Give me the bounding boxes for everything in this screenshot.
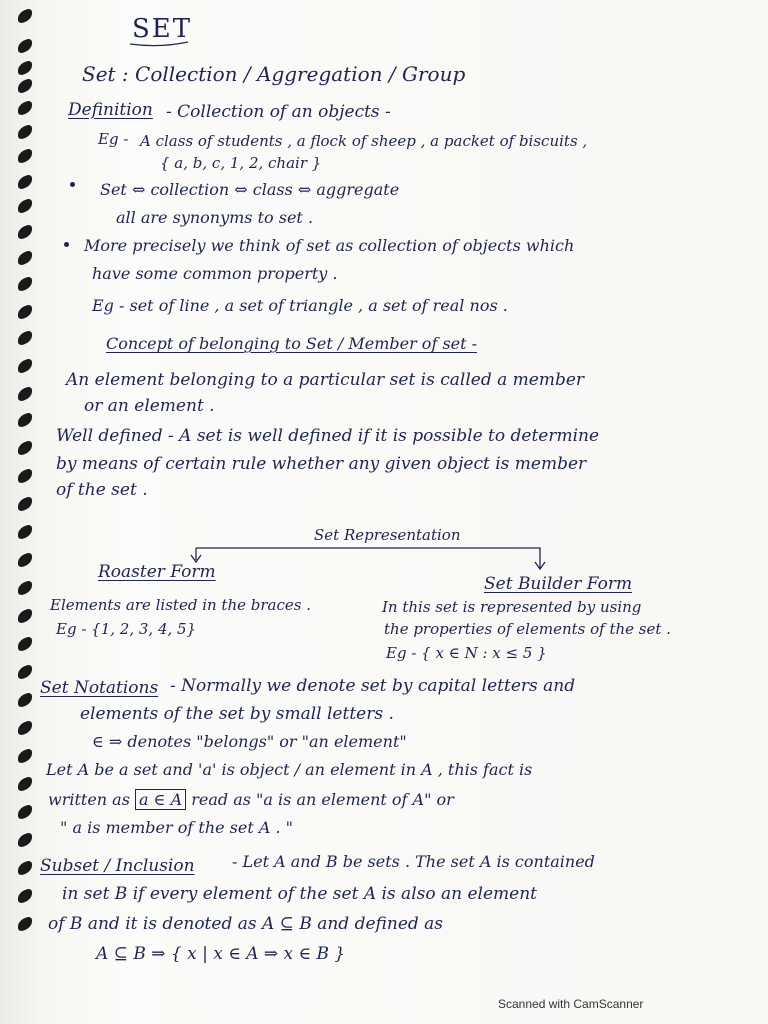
well-defined-line1: Well defined - A set is well defined if it is possible to determine	[56, 426, 600, 446]
set-builder-eg: Eg - { x ∈ N : x ≤ 5 }	[386, 644, 547, 662]
precise-definition-eg: Eg - set of line , a set of triangle , a set of real nos .	[92, 296, 508, 315]
roster-form-title: Roaster Form	[98, 562, 216, 582]
well-defined-line2: by means of certain rule whether any given object is member	[56, 454, 587, 474]
representation-heading: Set Representation	[314, 526, 461, 544]
subset-heading: Subset / Inclusion	[40, 856, 195, 876]
subset-definition-formula: A ⊆ B ⇒ { x | x ∈ A ⇒ x ∈ B }	[96, 944, 346, 964]
bullet-dot	[64, 242, 69, 247]
notation-boxed-formula: a ∈ A	[135, 789, 186, 810]
definition-text: - Collection of an objects -	[166, 102, 391, 122]
set-builder-form-title: Set Builder Form	[484, 574, 633, 594]
notations-line6: " a is member of the set A . "	[60, 818, 294, 837]
bullet-dot	[70, 182, 75, 187]
notations-line3: ∈ ⇒ denotes "belongs" or "an element"	[92, 732, 407, 751]
notations-line5-post: read as "a is an element of A" or	[191, 790, 454, 809]
notations-line5-pre: written as	[48, 790, 130, 809]
subset-line3: of B and it is denoted as A ⊆ B and defined as	[48, 914, 444, 934]
synonyms-line: Set ⇔ collection ⇔ class ⇔ aggregate	[100, 180, 400, 199]
set-synonyms-line: Set : Collection / Aggregation / Group	[82, 62, 466, 86]
synonyms-note: all are synonyms to set .	[116, 208, 314, 227]
concept-line1: An element belonging to a particular set is called a member	[66, 370, 585, 390]
concept-heading: Concept of belonging to Set / Member of set -	[106, 334, 478, 353]
well-defined-line3: of the set .	[56, 480, 148, 500]
notations-line5	[48, 790, 454, 809]
concept-line2: or an element .	[84, 396, 215, 416]
page-title: SET	[132, 14, 193, 44]
definition-heading: Definition	[68, 100, 153, 120]
roster-form-eg: Eg - {1, 2, 3, 4, 5}	[56, 620, 197, 638]
roster-form-text: Elements are listed in the braces .	[50, 596, 311, 614]
scanner-watermark: Scanned with CamScanner	[498, 997, 644, 1011]
definition-eg-label: Eg -	[98, 130, 129, 148]
set-builder-text-line1: In this set is represented by using	[382, 598, 642, 616]
notations-heading: Set Notations	[40, 678, 159, 698]
set-builder-text-line2: the properties of elements of the set .	[384, 620, 671, 638]
notations-line4: Let A be a set and 'a' is object / an element in A , this fact is	[46, 760, 533, 779]
precise-definition-line1: More precisely we think of set as collection of objects which	[84, 236, 575, 255]
subset-line2: in set B if every element of the set A is also an element	[62, 884, 538, 904]
definition-eg-set: { a, b, c, 1, 2, chair }	[160, 154, 322, 172]
notations-line1: - Normally we denote set by capital letters and	[170, 676, 576, 696]
definition-eg-text: A class of students , a flock of sheep , a packet of biscuits ,	[140, 132, 588, 150]
notations-line2: elements of the set by small letters .	[80, 704, 394, 724]
subset-line1: - Let A and B be sets . The set A is contained	[232, 852, 595, 871]
precise-definition-line2: have some common property .	[92, 264, 338, 283]
